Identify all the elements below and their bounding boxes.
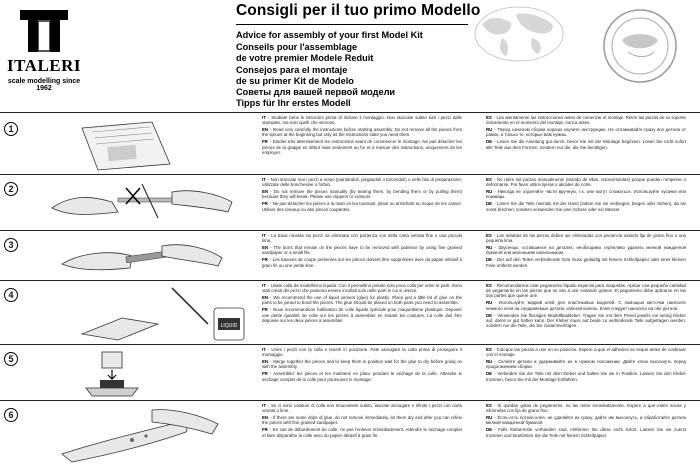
- text-column-es-ru-de: [486, 347, 686, 384]
- row-divider: [0, 400, 700, 401]
- step-row: [0, 230, 700, 280]
- step-number: 4: [4, 288, 18, 302]
- joining-parts-illustration: [22, 348, 252, 398]
- paragraph-it: IT - Unire i pezzi con la colla e tenerli in posizione. Fate asciugare la colla prima di proseguire il montaggio.: [262, 347, 462, 358]
- text-column-it-en-fr: [262, 283, 462, 325]
- paragraph-ru: RU - Используйте жидкий клей для пластиковых моделей. С помощью кисточки нанесите немного клея на соединяемые детали, избегая капель. Клей следует наносить на обе детали.: [486, 300, 686, 311]
- world-map-illustration: [472, 4, 567, 64]
- paragraph-en: EN - If there are some drips of glue, do not remove immediately, let them dry and after you can refine the pieces with fine grained sandpaper.: [262, 415, 462, 426]
- row-divider: [0, 344, 700, 345]
- text-column-es-ru-de: [486, 233, 686, 270]
- paragraph-it: IT - La bava rimasta sui pezzi va eliminata con pazienza con della carta vetrata fine o una piccola lima.: [262, 233, 462, 244]
- text-column-it-en-fr: [262, 233, 462, 270]
- paragraph-es: ES - Las rebabas de las piezas deben ser eliminadas con paciencia usando lija de grano fino o una pequeña lima.: [486, 233, 686, 244]
- seal-stamp-icon: [600, 6, 680, 86]
- sanding-parts-illustration: [22, 234, 252, 278]
- header: [0, 0, 700, 112]
- paragraph-de: DE - Der auf den Teilen verbleibende Grat muss geduldig mit feinem Schleifpapier oder einer kleinen Feile entfernt werden.: [486, 257, 686, 268]
- paragraph-es: ES - No retire las piezas manualmente (tirando de ellas, retorciéndolas) porque pueden romperse o deformarse. Por favor utilice tijeras o alicates de corte.: [486, 177, 686, 188]
- paragraph-de: DE - Falls Kleberreste vorhanden sind, entfernen Sie diese nicht sofort. Lassen Sie sie zuerst trocknen und bearbeiten Sie die Teile mit feinem Schleifpapier.: [486, 427, 686, 438]
- logo-wordmark: ITALERI: [6, 56, 82, 75]
- paragraph-es: ES - Lea atentamente las instrucciones antes de comenzar el montaje. Retire las piezas de su soporte únicamente en el momento del montaje, nunca antes.: [486, 115, 686, 126]
- step-row: [0, 174, 700, 230]
- subtitle-fr-line-1: Conseils pour l'assemblage: [236, 42, 358, 52]
- paragraph-it: IT - Non staccate mai i pezzi a mano (piantandoli, piegandoli o torcendoli) o nelle fasi di preparazione; utilizzate delle tronchesine o forbici.: [262, 177, 462, 188]
- text-column-es-ru-de: [486, 115, 686, 152]
- subtitle-es-line-2: de su primer Kit de Modelo: [236, 76, 354, 86]
- step-row: [0, 344, 700, 400]
- paragraph-es: ES - Recomendamos usar pegamento líquido especial para maquetas. Aplicar una pequeña cantidad de pegamento en las piezas que se van a unir evitando goteos. El pegamento debe aplicarse en las dos partes que quiere unir.: [486, 283, 686, 299]
- row-divider: [0, 112, 700, 113]
- paragraph-de: DE - Lösen Sie die Teile niemals mit der Hand (indem Sie sie verbiegen, biegen oder ziehen), da sie sonst brechen; sondern verwenden Sie eine Schere oder ein Messer.: [486, 201, 686, 212]
- paragraph-en: EN - Merge together the pieces and to keep them in position wait for the glue to dry before going on with the assembly.: [262, 359, 462, 370]
- paragraph-fr: FR - En cas de débordement de colle, ne pas l'enlever immédiatement. Attendre le séchage complet et faire disparaître la colle avec du papier abrasif à grain fin.: [262, 427, 462, 438]
- subtitle-list: [236, 30, 476, 109]
- paragraph-ru: RU - Склейте детали и удерживайте их в нужном положении. Дайте клею высохнуть перед продолжением сборки.: [486, 359, 686, 370]
- instructions-sheet-illustration: [22, 118, 252, 172]
- paragraph-de: DE - Verbinden Sie die Teile mit dem Kleber und halten Sie sie in Position. Lassen Sie den Kleber trocknen, bevor Sie mit der Montage fortfahren.: [486, 371, 686, 382]
- paragraph-fr: FR - Nous recommandons l'utilisation de colle liquide spéciale pour maquettisme plastique. Déposer une petite quantité de colle sur les pièces à assembler en évitant les coulures. La colle doit être déposée sur les deux pièces à assembler.: [262, 307, 462, 323]
- paragraph-en: EN - We recommend the use of liquid cement (glue) for plastic. Place just a little bit of glue on the parts to be joined to bond the pieces. The glue should be placed on both parts you need to assemble.: [262, 295, 462, 306]
- subtitle-es-line-1: Consejos para el montaje: [236, 65, 348, 75]
- step-number: 2: [4, 182, 18, 196]
- step-number: 5: [4, 352, 18, 366]
- paragraph-fr: FR - Assemblez les pièces et les maintenir en place pendant le séchage de la colle. Attendre le séchage complet de la colle pour poursuivre le montage.: [262, 371, 462, 382]
- cutting-sprue-illustration: [22, 178, 252, 228]
- text-column-es-ru-de: [486, 177, 686, 214]
- step-number: 3: [4, 238, 18, 252]
- paragraph-fr: FR - Les bavures de coupe présentes sur les pièces doivent être supprimées avec du papier abrasif à grain fin ou une petite lime.: [262, 257, 462, 268]
- row-divider: [0, 280, 700, 281]
- italeri-emblem-icon: [18, 8, 70, 54]
- paragraph-de: DE - Lesen Sie die Anleitung gut durch, bevor Sie mit der Montage beginnen. Lösen Sie nicht sofort alle Teile aus dem Formen, sondern nur die, die Sie benötigen.: [486, 139, 686, 150]
- paragraph-en: EN - Do not remove the pieces manually (by tearing them, by bending them or by pulling them) because they will break. Please use clippers or scissors.: [262, 189, 462, 200]
- subtitle-ru: Советы для вашей первой модели: [236, 87, 396, 97]
- paragraph-es: ES - Coloque las piezas a unir en su posición. Espere a que el adhesivo se seque antes de continuar con el montaje.: [486, 347, 686, 358]
- paragraph-ru: RU - Заусенцы, оставшиеся на деталях, необходимо терпеливо удалить мелкой наждачной бумагой или маленьким напильником.: [486, 245, 686, 256]
- paragraph-it: IT - Usate colla da modellismo liquida. Con il pennellino posato solo poca colla per unire le parti. Sono stati creati dei pezzi che possono essere incollati solo nelle parti in cui si unisce.: [262, 283, 462, 294]
- paragraph-ru: RU - Если есть потеки клея, не удаляйте их сразу, дайте им высохнуть, а обработайте детали мелкой наждачной бумагой.: [486, 415, 686, 426]
- text-column-es-ru-de: [486, 403, 686, 440]
- paragraph-ru: RU - Никогда не отделяйте части вручную, т.к. они могут сломаться. Используйте кусачки или ножницы.: [486, 189, 686, 200]
- paragraph-en: EN - Read very carefully the instructions before starting assembly. Do not remove all the pieces from the sprues at the beginning but only as the instructions state you need them.: [262, 127, 462, 138]
- logo-tagline: scale modelling since 1962: [7, 78, 81, 92]
- paragraph-it: IT - Se ci sono colature di colla non rimuovetele subito, lasciate asciugare e rifinite i pezzi con carta vetrata o lime.: [262, 403, 462, 414]
- paragraph-es: ES - Si quedan gotas de pegamento, no las retire inmediatamente. Espere a que estén secas y elimínelas con lija de grano fino.: [486, 403, 686, 414]
- glue-brush-illustration: [22, 284, 252, 342]
- paragraph-de: DE - Verwenden Sie flüssigen Modellbaukleber. Tragen Sie mit dem Pinsel jeweils nur wenig Kleber auf, damit er gut haften kann. Der Kleber muss auf beide zu verbindende Teile aufgetragen werden, sondern nur die Teile, die Sie zusammenfügen.: [486, 312, 686, 329]
- subtitle-de: Tipps für Ihr erstes Modell: [236, 98, 351, 108]
- text-column-it-en-fr: [262, 177, 462, 214]
- svg-text:LIQUID: LIQUID: [220, 323, 238, 329]
- text-column-it-en-fr: [262, 347, 462, 384]
- paragraph-ru: RU - Перед началом сборки хорошо изучите инструкцию. Не отламывайте сразу все детали от рамок, а только те, которые вам нужны.: [486, 127, 686, 138]
- text-column-it-en-fr: [262, 403, 462, 440]
- text-column-it-en-fr: [262, 115, 462, 157]
- row-divider: [0, 174, 700, 175]
- paragraph-en: EN - The burrs that remain on the pieces have to be removed with patience by using fine grained sandpaper or a small file.: [262, 245, 462, 256]
- italeri-logo: [4, 4, 84, 104]
- row-divider: [0, 230, 700, 231]
- title-divider: [236, 24, 468, 25]
- subtitle-en: Advice for assembly of your first Model Kit: [236, 30, 423, 40]
- paragraph-it: IT - Studiate bene le istruzioni prima di iniziare il montaggio. Non staccate subito tutti i pezzi dalle stampate, ma solo quelli che servono.: [262, 115, 462, 126]
- step-number: 1: [4, 122, 18, 136]
- step-number: 6: [4, 408, 18, 422]
- paragraph-fr: FR - Etudier très attentivement les instructions avant de commencer le montage. Ne pas détacher les pièces de la grappe en début mais seulement au fur et à mesure des instructions, uniquement de les employer.: [262, 139, 462, 155]
- subtitle-fr-line-2: de votre premier Modele Reduit: [236, 53, 374, 63]
- removing-glue-drips-illustration: [22, 404, 252, 464]
- step-row: [0, 400, 700, 466]
- step-row: [0, 280, 700, 344]
- step-row: [0, 112, 700, 174]
- paragraph-fr: FR - Ne pas détacher les pièces à la main en les tournant, pliant ou arrachant au risque de les casser. Utiliser des ciseaux ou des pinces coupantes.: [262, 201, 462, 212]
- page-title: Consigli per il tuo primo Modello: [236, 2, 481, 19]
- text-column-es-ru-de: [486, 283, 686, 330]
